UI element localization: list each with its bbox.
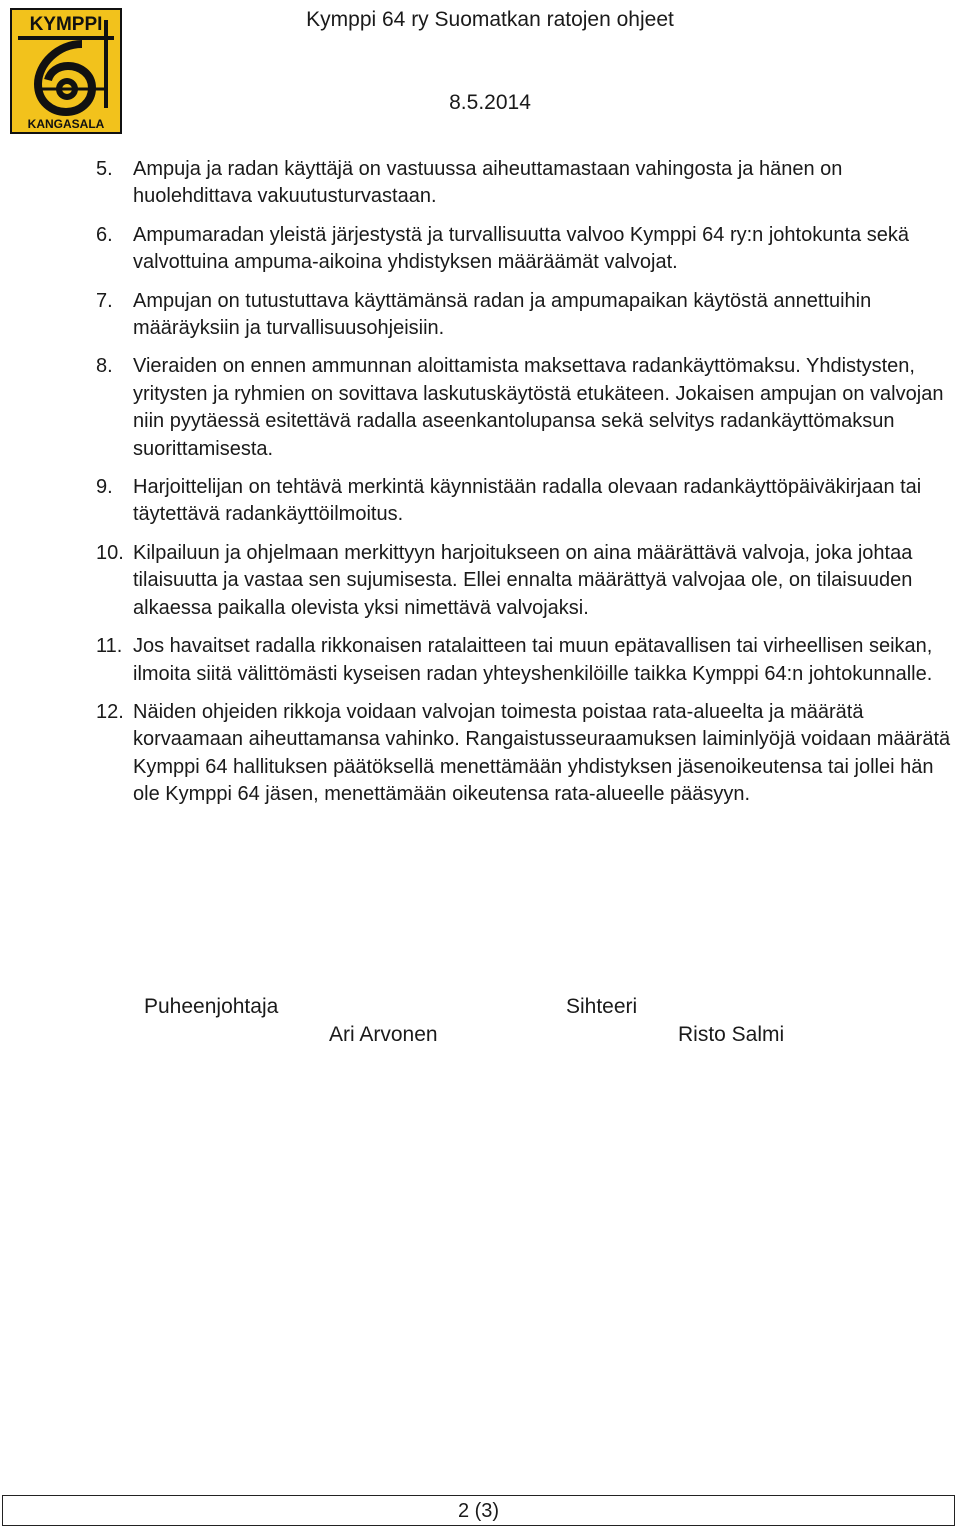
rules-list	[96, 156, 956, 820]
list-item	[96, 540, 956, 622]
item-text: Vieraiden on ennen ammunnan aloittamista maksettava radankäyttömaksu. Yhdistysten, yritysten ja ryhmien on sovittava laskutuskäytöstä etukäteen. Jokaisen ampujan on valvojan niin pyytäessä esitettävä radalla aseenkantolupansa sekä selvitys radankäyttömaksun suorittamisesta.	[133, 355, 944, 460]
list-item	[96, 156, 956, 211]
item-text: Kilpailuun ja ohjelmaan merkittyyn harjoitukseen on aina määrättävä valvoja, joka johtaa tilaisuutta ja vastaa sen sujumisesta. Ellei ennalta määrättyä valvojaa ole, on tilaisuuden alkaessa paikalla olevista yksi nimettävä valvojaksi.	[133, 541, 913, 619]
chair-title: Puheenjohtaja	[144, 995, 279, 1018]
secretary-title: Sihteeri	[566, 995, 638, 1018]
item-number: 5.	[96, 158, 113, 180]
item-text: Näiden ohjeiden rikkoja voidaan valvojan toimesta poistaa rata-alueelta ja määrätä korvaamaan aiheuttamansa vahinko. Rangaistusseuraamuksen laiminlyöjä voidaan määrätä Kymppi 64 hallituksen päätöksellä menettämään yhdistyksen jäsenoikeutensa tai jollei hän ole Kymppi 64 jäsen, menettämään oikeutensa rata-alueelle pääsyyn.	[133, 700, 951, 806]
item-number: 8.	[96, 355, 113, 378]
item-number: 9.	[96, 476, 113, 499]
list-item	[96, 353, 956, 463]
list-item	[96, 699, 956, 809]
item-text: Ampuja ja radan käyttäjä on vastuussa aiheuttamastaan vahingosta ja hänen on huolehdittava vakuutusturvastaan.	[133, 158, 843, 208]
list-item	[96, 222, 956, 277]
item-number: 10.	[96, 541, 124, 564]
item-number: 6.	[96, 223, 113, 246]
item-number: 12.	[96, 700, 124, 723]
list-item	[96, 633, 956, 688]
item-text: Jos havaitset radalla rikkonaisen ratalaitteen tai muun epätavallisen tai virheellisen seikan, ilmoita siitä välittömästi kyseisen radan yhteyshenkilöille taikka Kymppi 64:n johtokunnalle.	[133, 635, 933, 685]
page-footer	[2, 1495, 955, 1526]
document-date: 8.5.2014	[449, 91, 531, 114]
chair-name: Ari Arvonen	[329, 1023, 438, 1046]
page-number: 2 (3)	[457, 1500, 500, 1522]
club-logo	[10, 8, 122, 134]
logo-bottom-text: KANGASALA	[27, 117, 105, 131]
item-number: 7.	[96, 289, 113, 312]
secretary-name: Risto Salmi	[678, 1023, 785, 1046]
item-text: Harjoittelijan on tehtävä merkintä käynnistään radalla olevaan radankäyttöpäiväkirjaan tai täytettävä radankäyttöilmoitus.	[133, 476, 922, 526]
item-number: 11.	[96, 635, 123, 658]
item-text: Ampumaradan yleistä järjestystä ja turvallisuutta valvoo Kymppi 64 ry:n johtokunta sekä valvottuina ampuma-aikoina yhdistyksen määräämät valvojat.	[133, 223, 909, 274]
list-item	[96, 474, 956, 529]
list-item	[96, 288, 956, 343]
document-title: Kymppi 64 ry Suomatkan ratojen ohjeet	[306, 8, 674, 31]
logo-top-text: KYMPPI	[29, 14, 103, 35]
item-text: Ampujan on tutustuttava käyttämänsä radan ja ampumapaikan käytöstä annettuihin määräyksiin ja turvallisuusohjeisiin.	[133, 289, 872, 340]
